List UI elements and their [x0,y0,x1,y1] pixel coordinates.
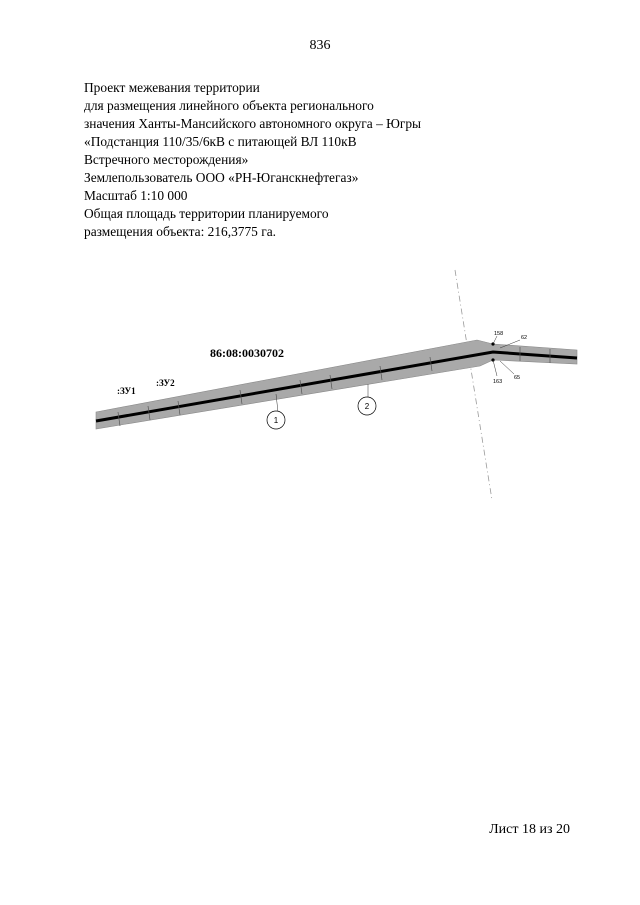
zone-label-zu1: :ЗУ1 [117,386,136,396]
header-line: «Подстанция 110/35/6кВ с питающей ВЛ 110кВ [84,134,357,149]
point-label: 62 [521,335,528,341]
header-block [84,79,421,241]
circle-label: 2 [364,402,370,411]
circle-marker-2 [358,384,376,415]
cadastral-number: 86:08:0030702 [210,346,284,360]
header-line: для размещения линейного объекта регионального [84,98,374,113]
header-line: Общая площадь территории планируемого [84,206,329,221]
boundary-map [0,260,640,510]
circle-label: 1 [273,416,279,425]
page-number: 836 [309,38,331,53]
header-line: Встречного месторождения» [84,152,249,167]
sheet-label: Лист 18 из 20 [489,822,570,837]
header-line: значения Ханты-Мансийского автономного округа – Югры [84,116,422,131]
point-label: 65 [514,375,521,381]
zone-label-zu2: :ЗУ2 [156,378,175,388]
point-label: 158 [494,331,504,337]
header-line: Масштаб 1:10 000 [84,188,188,203]
point-label: 163 [493,379,503,385]
header-line: размещения объекта: 216,3775 га. [84,224,276,239]
header-line: Проект межевания территории [84,80,260,95]
header-line: Землепользователь ООО «РН-Юганскнефтегаз» [84,170,359,185]
cadastral-boundary-line [455,270,492,500]
